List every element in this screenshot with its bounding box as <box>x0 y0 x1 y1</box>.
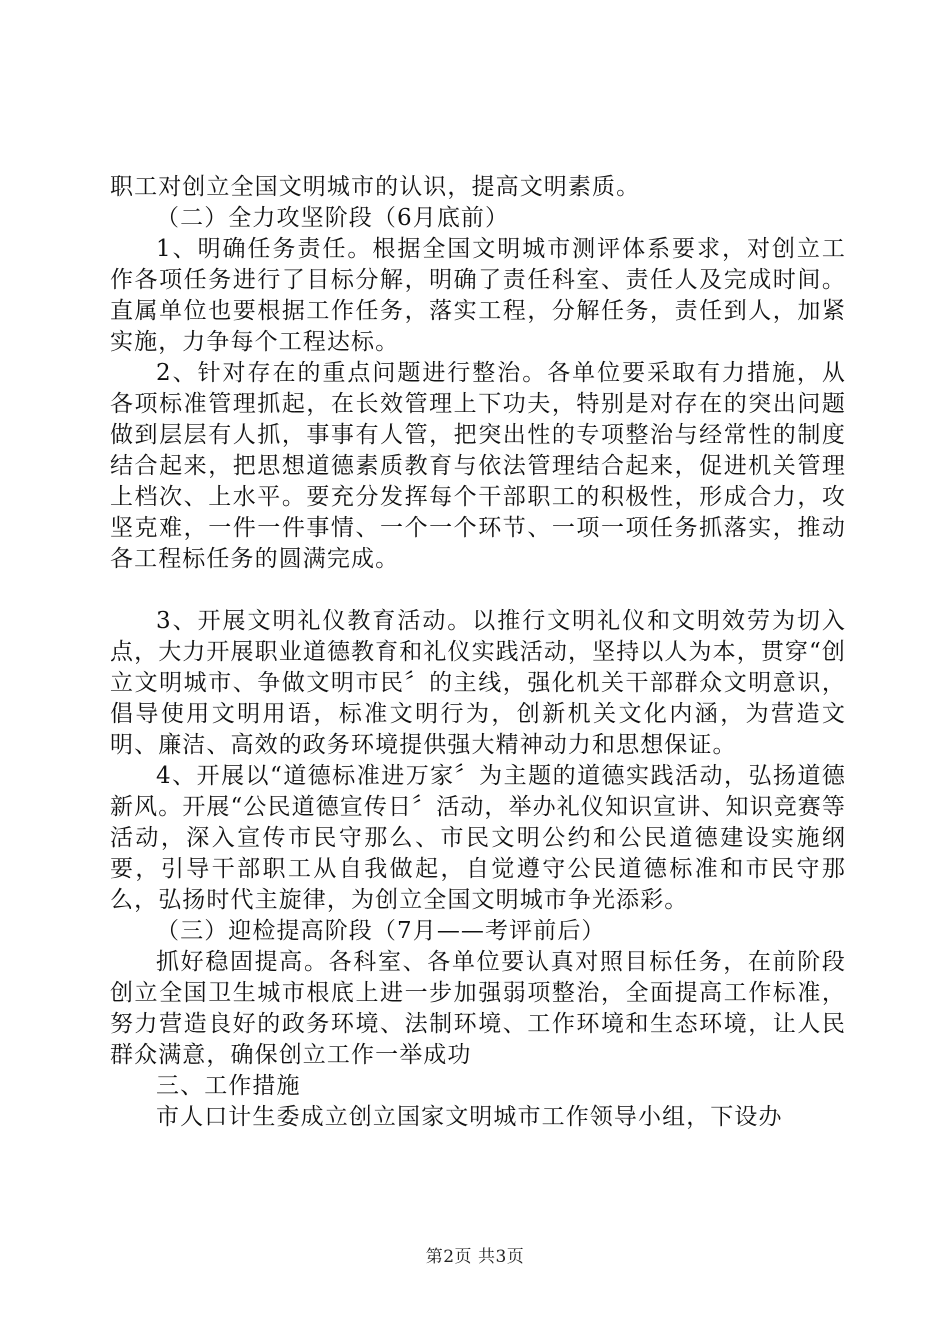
paragraph-item-1: 1、明确任务责任。根据全国文明城市测评体系要求，对创立工作各项任务进行了目标分解，明确了责任科室、责任人及完成时间。直属单位也要根据工作任务，落实工程，分解任务，责任到人，加紧实施，力争每个工程达标。 <box>110 236 846 355</box>
paragraph-item-2: 2、针对存在的重点问题进行整治。各单位要采取有力措施，从各项标准管理抓起，在长效管理上下功夫，特别是对存在的突出问题做到层层有人抓，事事有人管，把突出性的专项整治与经常性的制度结合起来，把思想道德素质教育与依法管理结合起来，促进机关管理上档次、上水平。要充分发挥每个干部职工的积极性，形成合力，攻坚克难，一件一件事情、一个一个环节、一项一项任务抓落实，推动各工程标任务的圆满完成。 <box>110 360 846 572</box>
document-body <box>110 172 846 1133</box>
page-footer: 第2页 共3页 <box>425 1247 525 1267</box>
section-heading-phase-two: （二）全力攻坚阶段（6月底前） <box>156 205 510 231</box>
paragraph-consolidate: 抓好稳固提高。各科室、各单位要认真对照目标任务，在前阶段创立全国卫生城市根底上进一步加强弱项整治，全面提高工作标准，努力营造良好的政务环境、法制环境、工作环境和生态环境，让人民群众满意，确保创立工作一举成功 <box>110 949 846 1068</box>
section-heading-phase-three: （三）迎检提高阶段（7月——考评前后） <box>156 918 606 944</box>
section-heading-measures: 三、工作措施 <box>156 1073 301 1099</box>
paragraph-item-3: 3、开展文明礼仪教育活动。以推行文明礼仪和文明效劳为切入点，大力开展职业道德教育和礼仪实践活动，坚持以人为本，贯穿“创立文明城市、争做文明市民〞的主线，强化机关干部群众文明意识，倡导使用文明用语，标准文明行为，创新机关文化内涵，为营造文明、廉洁、高效的政务环境提供强大精神动力和思想保证。 <box>110 608 846 758</box>
paragraph-item-4: 4、开展以“道德标准进万家〞为主题的道德实践活动，弘扬道德新风。开展“公民道德宣传日〞活动，举办礼仪知识宣讲、知识竞赛等活动，深入宣传市民守那么、市民文明公约和公民道德建设实施纲要，引导干部职工从自我做起，自觉遵守公民道德标准和市民守那么，弘扬时代主旋律，为创立全国文明城市争光添彩。 <box>110 763 846 913</box>
blank-line <box>110 575 846 606</box>
paragraph-measures: 市人口计生委成立创立国家文明城市工作领导小组，下设办 <box>156 1104 783 1130</box>
paragraph-continuation: 职工对创立全国文明城市的认识，提高文明素质。 <box>110 174 641 200</box>
